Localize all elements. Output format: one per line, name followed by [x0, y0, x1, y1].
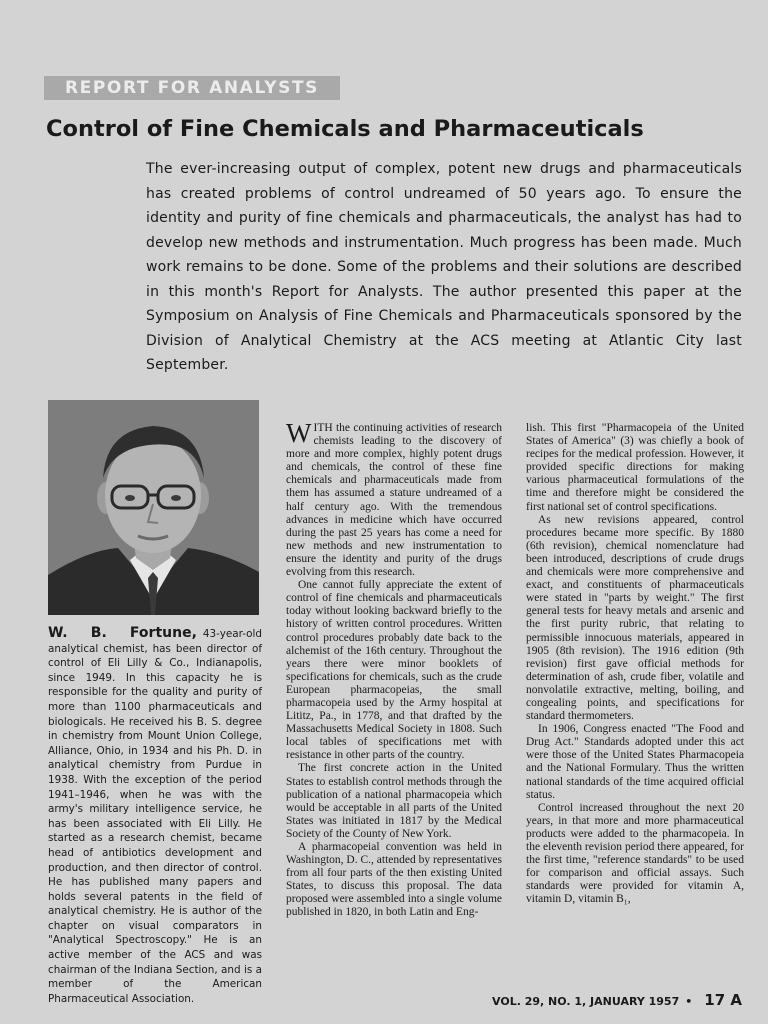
- body-paragraph: The first concrete action in the United States to establish control methods through the publication of a national pharmacopeia which would be acceptable in all parts of the United States was initiated in 1817 by the Medical Society of the County of New York.: [286, 762, 502, 840]
- footer-bullet: •: [685, 995, 693, 1008]
- article-abstract: The ever-increasing output of complex, potent new drugs and pharmaceuticals has created problems of control undreamed of 50 years ago. To ensure the identity and purity of fine chemicals and pharmaceuticals, the analyst has had to develop new methods and instrumentation. Much progress has been made. Much work remains to be done. Some of the problems and their solutions are described in this month's Report for Analysts. The author presented this paper at the Symposium on Analysis of Fine Chemicals and Pharmaceuticals sponsored by the Division of Analytical Chemistry at the ACS meeting at Atlantic City last September.: [146, 161, 742, 373]
- issue-info: VOL. 29, NO. 1, JANUARY 1957: [492, 995, 680, 1008]
- page-footer: [492, 991, 742, 1009]
- body-paragraph: Control increased throughout the next 20 years, in that more and more pharmaceutical products were added to the pharmacopeia. In the eleventh revision period there appeared, for the first time, "reference standards" to be used for comparison and official assays. Such standards were provided for vitamin A, vitamin D, vitamin B₁,: [526, 801, 744, 906]
- article-title: Control of Fine Chemicals and Pharmaceuticals: [46, 116, 644, 142]
- drop-cap: W: [286, 418, 312, 448]
- body-paragraph: A pharmacopeial convention was held in Washington, D. C., attended by representatives from all four parts of the then existing United States, to discuss this proposal. The data proposed were assembled into a single volume published in 1820, in both Latin and Eng-: [286, 841, 502, 919]
- page-number: 17 A: [704, 991, 742, 1009]
- author-portrait: [48, 400, 259, 615]
- body-paragraph-text: ITH the continuing activities of research chemists leading to the discovery of more and more complex, highly potent drugs and chemicals, the control of these fine chemicals and pharmaceuticals made from them has assumed a stature undreamed of a half century ago. With the tremendous advances in medicine which have occurred during the past 25 years has come a need for new methods and new instrumentation to ensure the identity and purity of the drugs evolving from this research.: [286, 422, 502, 579]
- body-paragraph: lish. This first "Pharmacopeia of the United States of America" (3) was chiefly a book of recipes for the medical profession. However, it provided specific directions for making various pharmaceutical formulations of the time and therefore might be considered the first national set of control specifications.: [526, 422, 744, 513]
- body-paragraph: One cannot fully appreciate the extent of control of fine chemicals and pharmaceuticals today without looking backward briefly to the history of written control procedures. Written control procedures probably date back to the alchemist of the 16th century. Throughout the years there were minor booklets of specifications for chemicals, such as the crude European pharmacopeias, the small pharmacopeia used by the Army hospital at Lititz, Pa., in 1778, and that drafted by the Massachusetts Medical Society in 1808. Such local tables of specifications met with resistance in other parts of the country.: [286, 579, 502, 762]
- author-name: W. B. Fortune,: [48, 625, 197, 641]
- body-paragraph: [286, 418, 502, 579]
- body-column-2: [526, 422, 744, 906]
- section-banner: REPORT FOR ANALYSTS: [44, 76, 340, 100]
- body-paragraph: In 1906, Congress enacted "The Food and Drug Act." Standards adopted under this act were those of the United States Pharmacopeia and the National Formulary. Thus the written national standards of the time acquired official status.: [526, 723, 744, 801]
- author-bio: [48, 626, 262, 1006]
- author-portrait-image: [48, 400, 259, 615]
- author-bio-text: 43-year-old analytical chemist, has been director of control of Eli Lilly & Co., Indianapolis, since 1949. In this capacity he is responsible for the quality and purity of more than 1100 pharmaceuticals and biologicals. He received his B. S. degree in chemistry from Mount Union College, Alliance, Ohio, in 1934 and his Ph. D. in analytical chemistry from Purdue in 1938. With the exception of the period 1941–1946, when he was with the army's military intelligence service, he has been associated with Eli Lilly. He started as a research chemist, became head of antibiotics development and production, and then director of control. He has published many papers and holds several patents in the field of analytical chemistry. He is author of the chapter on visual comparators in "Analytical Spectroscopy." He is an active member of the ACS and was chairman of the Indiana Section, and is a member of the American Pharmaceutical Association.: [48, 628, 262, 1005]
- body-paragraph: As new revisions appeared, control procedures became more specific. By 1880 (6th revision), chemical nomenclature had been introduced, descriptions of crude drugs and chemicals were more comprehensive and exact, and constituents of pharmaceuticals were stated in "parts by weight." The first general tests for heavy metals and arsenic and the first purity rubric, that relating to permissible innocuous materials, appeared in 1905 (8th revision). The 1916 edition (9th revision) first gave official methods for determination of ash, crude fiber, volatile and nonvolatile extractive, melting, boiling, and congealing points, and specifications for standard thermometers.: [526, 513, 744, 723]
- body-column-1: [286, 418, 502, 920]
